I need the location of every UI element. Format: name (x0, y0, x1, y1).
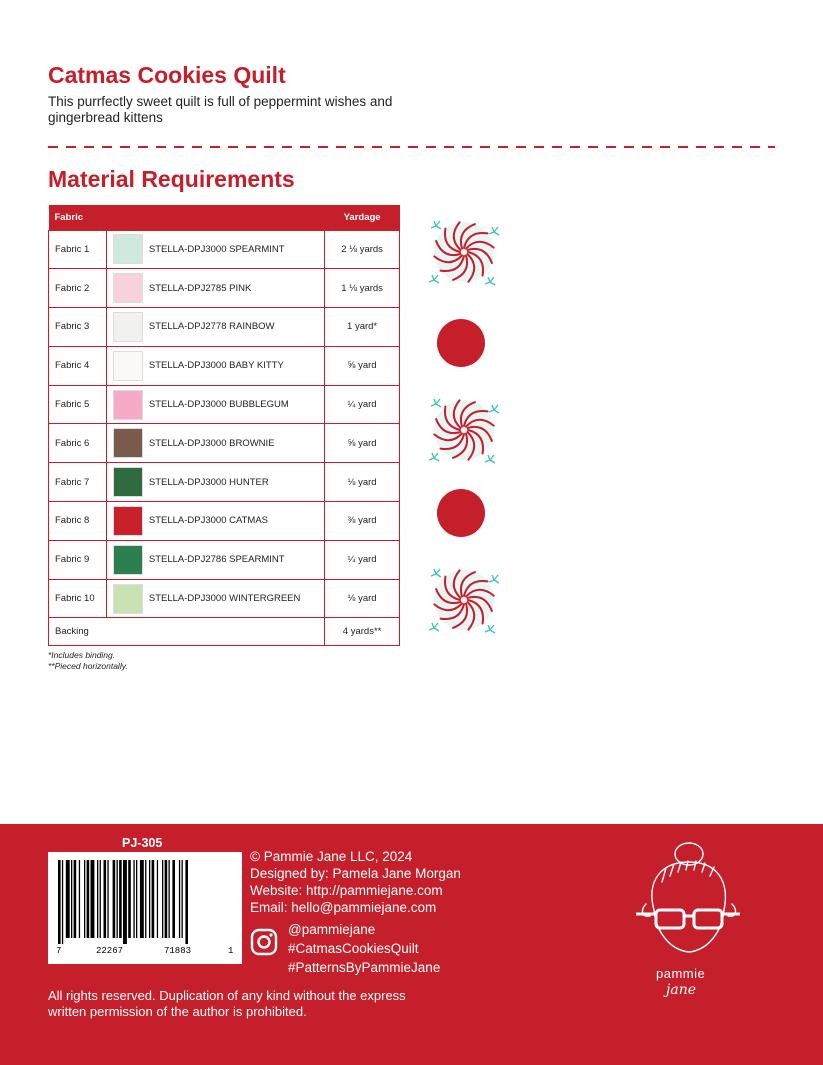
fabric-swatch (113, 506, 143, 536)
fabric-name: STELLA-DPJ3000 HUNTER (148, 476, 269, 488)
fabric-yardage: 1 yard* (325, 308, 400, 347)
pammie-jane-logo-icon (632, 840, 742, 968)
fabric-yardage: 1 ⅛ yards (325, 269, 400, 308)
fabric-cell (106, 230, 324, 269)
col-yardage-header: Yardage (325, 205, 400, 230)
copyright-text: © Pammie Jane LLC, 2024 (250, 849, 413, 864)
fabric-name: STELLA-DPJ3000 BROWNIE (148, 437, 275, 449)
fabric-label: Fabric 8 (49, 502, 107, 541)
peppermint-swirl-icon (424, 390, 504, 470)
barcode-digits-right: 71883 (164, 946, 192, 956)
fabric-cell (106, 463, 324, 502)
social-hashtag-patterns[interactable]: #PatternsByPammieJane (288, 960, 441, 975)
fabric-label: Fabric 7 (49, 463, 107, 502)
footnote-binding: *Includes binding. (48, 650, 116, 660)
table-row (49, 424, 400, 463)
fabric-label: Fabric 2 (49, 269, 107, 308)
table-header-row (49, 205, 400, 230)
fabric-yardage: ¼ yard (325, 385, 400, 424)
rights-notice: All rights reserved. Duplication of any kind without the express written permission of the author is prohibited. (48, 988, 406, 1019)
page-title: Catmas Cookies Quilt (48, 62, 286, 88)
social-instagram-handle[interactable]: @pammiejane (288, 922, 376, 937)
peppermint-swirl-icon (424, 212, 504, 292)
fabric-yardage: ⅝ yard (325, 424, 400, 463)
fabric-swatch (113, 234, 143, 264)
fabric-swatch (113, 584, 143, 614)
fabric-swatch (113, 273, 143, 303)
fabric-cell (106, 502, 324, 541)
fabric-name: STELLA-DPJ3000 CATMAS (148, 515, 269, 527)
backing-label: Backing (49, 618, 325, 646)
social-handles (288, 920, 440, 977)
fabric-swatch (113, 351, 143, 381)
contact-info (250, 848, 461, 916)
table-row (49, 579, 400, 618)
dashed-divider (48, 146, 775, 148)
material-table (48, 205, 400, 646)
peppermint-swirl-icon (424, 560, 504, 640)
section-title: Material Requirements (48, 166, 295, 192)
red-dot-icon (436, 488, 486, 538)
fabric-yardage: ⅜ yard (325, 502, 400, 541)
table-row (49, 540, 400, 579)
fabric-cell (106, 385, 324, 424)
fabric-cell (106, 424, 324, 463)
fabric-name: STELLA-DPJ2785 PINK (148, 282, 252, 294)
barcode-digit-last: 1 (228, 946, 234, 956)
fabric-swatch (113, 312, 143, 342)
instagram-icon (250, 928, 278, 956)
fabric-label: Fabric 6 (49, 424, 107, 463)
table-row (49, 502, 400, 541)
fabric-yardage: ⅛ yard (325, 579, 400, 618)
logo-name: pammie (656, 966, 706, 981)
page-subtitle: This purrfectly sweet quilt is full of peppermint wishes and gingerbread kittens (48, 94, 393, 125)
fabric-name: STELLA-DPJ3000 WINTERGREEN (148, 593, 301, 605)
barcode (48, 852, 242, 964)
backing-yardage: 4 yards** (325, 618, 400, 646)
fabric-cell (106, 269, 324, 308)
barcode-bars (48, 852, 242, 946)
fabric-name: STELLA-DPJ3000 BABY KITTY (148, 360, 284, 372)
table-row (49, 463, 400, 502)
table-row (49, 346, 400, 385)
barcode-digit-first: 7 (56, 946, 62, 956)
fabric-name: STELLA-DPJ3000 BUBBLEGUM (148, 399, 289, 411)
fabric-label: Fabric 4 (49, 346, 107, 385)
fabric-cell (106, 308, 324, 347)
footnote-pieced: **Pieced horizontally. (48, 661, 128, 671)
fabric-cell (106, 346, 324, 385)
barcode-digits-left: 22267 (96, 946, 124, 956)
fabric-cell (106, 579, 324, 618)
fabric-name: STELLA-DPJ2786 SPEARMINT (148, 554, 285, 566)
fabric-swatch (113, 545, 143, 575)
table-row (49, 269, 400, 308)
fabric-swatch (113, 390, 143, 420)
col-fabric-header: Fabric (49, 205, 325, 230)
fabric-label: Fabric 10 (49, 579, 107, 618)
red-dot-icon (436, 318, 486, 368)
table-row (49, 308, 400, 347)
fabric-label: Fabric 3 (49, 308, 107, 347)
social-hashtag-quilt[interactable]: #CatmasCookiesQuilt (288, 941, 419, 956)
fabric-name: STELLA-DPJ3000 SPEARMINT (148, 243, 285, 255)
logo-script: jane (666, 982, 696, 998)
fabric-label: Fabric 5 (49, 385, 107, 424)
table-row-backing (49, 618, 400, 646)
fabric-yardage: ⅝ yard (325, 346, 400, 385)
designer-text: Designed by: Pamela Jane Morgan (250, 866, 461, 881)
fabric-cell (106, 540, 324, 579)
email-link[interactable]: Email: hello@pammiejane.com (250, 900, 437, 915)
fabric-label: Fabric 1 (49, 230, 107, 269)
product-code: PJ-305 (122, 836, 163, 850)
fabric-label: Fabric 9 (49, 540, 107, 579)
fabric-swatch (113, 467, 143, 497)
fabric-yardage: 2 ⅛ yards (325, 230, 400, 269)
fabric-swatch (113, 428, 143, 458)
table-row (49, 385, 400, 424)
table-row (49, 230, 400, 269)
website-link[interactable]: Website: http://pammiejane.com (250, 883, 443, 898)
fabric-yardage: ⅛ yard (325, 463, 400, 502)
fabric-yardage: ¼ yard (325, 540, 400, 579)
fabric-name: STELLA-DPJ2778 RAINBOW (148, 321, 275, 333)
